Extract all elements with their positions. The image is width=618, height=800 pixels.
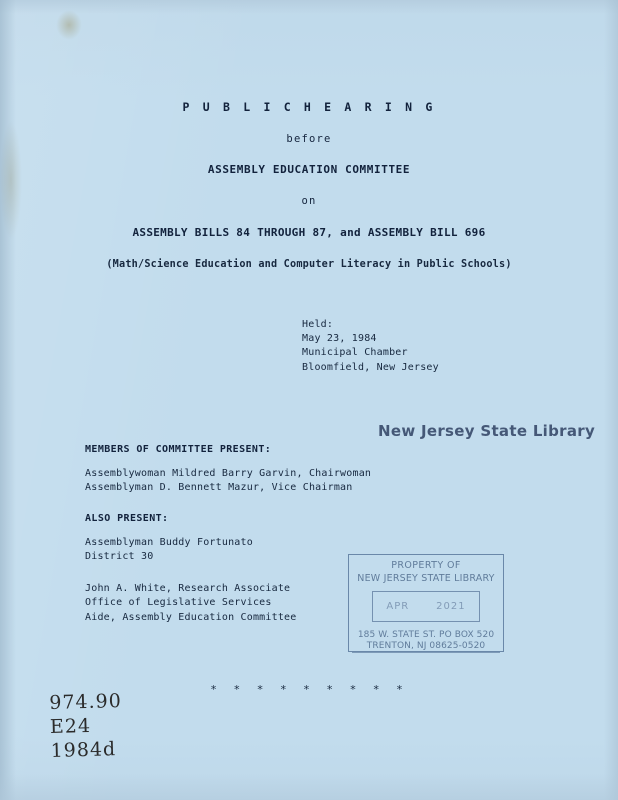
handwritten-call-number	[49, 689, 123, 763]
stamp-date-box	[372, 591, 480, 622]
spacer	[85, 564, 371, 582]
spacer	[85, 457, 371, 467]
also-present-title: ALSO PRESENT:	[85, 512, 169, 524]
stamp-underline	[352, 652, 500, 653]
heading-bills: ASSEMBLY BILLS 84 THROUGH 87, and ASSEMBLY BILL 696	[132, 226, 486, 239]
also-present-1: Assemblyman Buddy Fortunato	[85, 536, 253, 548]
member-present-1: Assemblywoman Mildred Barry Garvin, Chairwoman	[85, 468, 372, 480]
heading-on: on	[301, 195, 317, 207]
held-venue: Municipal Chamber	[302, 347, 408, 359]
title-block	[0, 100, 618, 270]
stamp-address-1: 185 W. STATE ST. PO BOX 520	[357, 630, 495, 640]
staff-1: John A. White, Research Associate	[85, 583, 291, 595]
attendance-block	[85, 443, 371, 625]
page-title: P U B L I C H E A R I N G	[182, 100, 436, 114]
stamp-line-2: NEW JERSEY STATE LIBRARY	[357, 573, 495, 584]
held-date: May 23, 1984	[302, 333, 377, 345]
stamp-line-1: PROPERTY OF	[391, 560, 461, 571]
call-number-line-2: E24	[49, 714, 92, 739]
stamp-address-2: TRENTON, NJ 08625-0520	[366, 641, 486, 651]
call-number-line-1: 974.90	[49, 690, 123, 715]
paper-smudge	[56, 10, 82, 40]
heading-subtitle: (Math/Science Education and Computer Literacy in Public Schools)	[106, 259, 512, 270]
stamp-month: APR	[386, 601, 410, 612]
call-number-line-3: 1984d	[50, 738, 117, 762]
property-stamp	[348, 554, 504, 652]
heading-committee: ASSEMBLY EDUCATION COMMITTEE	[207, 163, 411, 176]
held-location: Bloomfield, New Jersey	[302, 361, 439, 373]
paper-edge-bottom	[0, 774, 618, 800]
library-ownership-mark: New Jersey State Library	[378, 422, 596, 440]
spacer	[85, 496, 371, 512]
members-present-title: MEMBERS OF COMMITTEE PRESENT:	[85, 444, 272, 455]
stamp-year: 2021	[436, 601, 466, 612]
held-label: Held:	[302, 319, 334, 330]
staff-3: Aide, Assembly Education Committee	[85, 611, 297, 623]
asterisk-divider: * * * * * * * * *	[210, 683, 408, 696]
paper-edge-top	[0, 0, 618, 14]
also-present-2: District 30	[85, 551, 154, 563]
heading-before: before	[286, 133, 332, 145]
held-block	[302, 318, 439, 375]
member-present-2: Assemblyman D. Bennett Mazur, Vice Chairman	[85, 482, 353, 494]
staff-2: Office of Legislative Services	[85, 597, 272, 609]
spacer	[85, 526, 371, 536]
